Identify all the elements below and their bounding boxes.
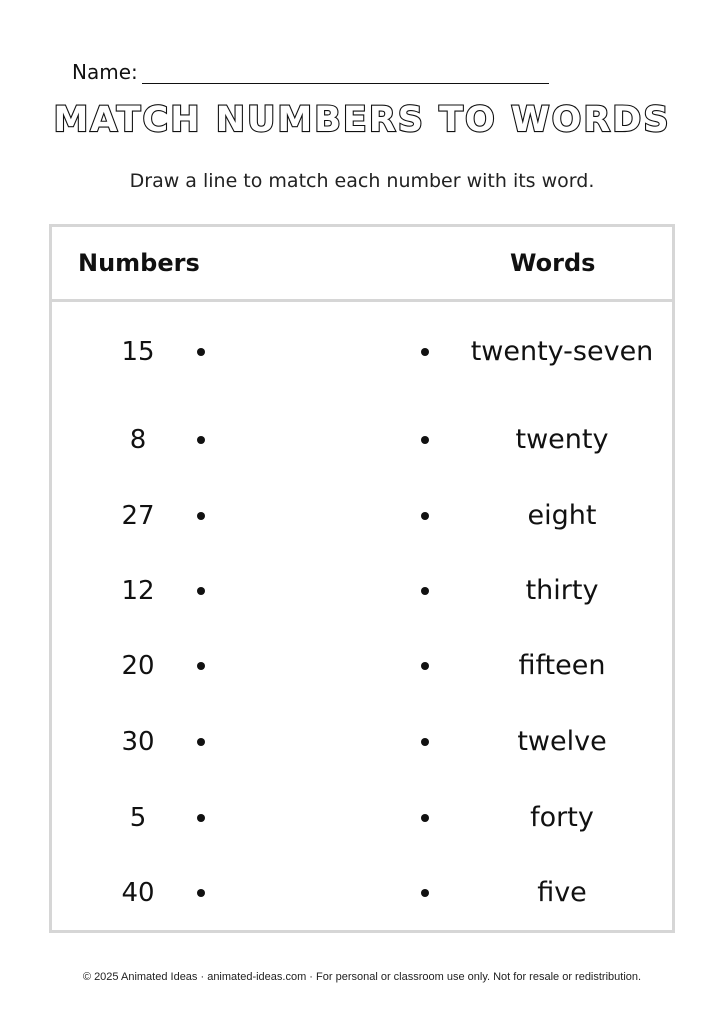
word-dot[interactable] — [421, 587, 429, 595]
word-value: fifteen — [518, 650, 606, 681]
word-value: forty — [530, 802, 594, 833]
match-row — [52, 496, 672, 536]
match-row — [52, 332, 672, 372]
number-dot[interactable] — [197, 662, 205, 670]
name-field — [72, 60, 549, 84]
number-value: 30 — [121, 727, 155, 757]
table-header — [52, 227, 672, 302]
match-row — [52, 571, 672, 611]
word-value: twenty-seven — [470, 336, 654, 367]
word-dot[interactable] — [421, 348, 429, 356]
match-row — [52, 798, 672, 838]
number-value: 15 — [121, 337, 155, 367]
number-value: 20 — [121, 651, 155, 681]
copyright-footer: © 2025 Animated Ideas · animated-ideas.com · For personal or classroom use only. Not for resale or redistribution. — [82, 971, 642, 983]
number-dot[interactable] — [197, 587, 205, 595]
name-label: Name: — [72, 60, 138, 84]
instructions: Draw a line to match each number with its word. — [129, 170, 595, 192]
number-dot[interactable] — [197, 512, 205, 520]
word-dot[interactable] — [421, 662, 429, 670]
number-dot[interactable] — [197, 348, 205, 356]
word-dot[interactable] — [421, 889, 429, 897]
word-value: twelve — [517, 726, 607, 757]
number-value: 27 — [121, 501, 155, 531]
word-value: thirty — [525, 575, 599, 606]
match-row — [52, 873, 672, 913]
number-value: 12 — [121, 576, 155, 606]
number-dot[interactable] — [197, 738, 205, 746]
word-dot[interactable] — [421, 512, 429, 520]
match-row — [52, 646, 672, 686]
matching-table — [49, 224, 675, 933]
worksheet-title: MATCH NUMBERS TO WORDS — [53, 100, 671, 140]
number-value: 5 — [129, 803, 147, 833]
match-row — [52, 722, 672, 762]
word-value: five — [537, 877, 587, 908]
name-underline[interactable] — [142, 65, 549, 84]
number-dot[interactable] — [197, 814, 205, 822]
word-dot[interactable] — [421, 738, 429, 746]
number-dot[interactable] — [197, 436, 205, 444]
word-value: eight — [527, 500, 597, 531]
numbers-header: Numbers — [78, 249, 200, 277]
word-dot[interactable] — [421, 814, 429, 822]
words-header: Words — [510, 249, 596, 277]
number-value: 40 — [121, 878, 155, 908]
number-value: 8 — [129, 425, 147, 455]
word-dot[interactable] — [421, 436, 429, 444]
number-dot[interactable] — [197, 889, 205, 897]
word-value: twenty — [515, 424, 609, 455]
match-row — [52, 420, 672, 460]
